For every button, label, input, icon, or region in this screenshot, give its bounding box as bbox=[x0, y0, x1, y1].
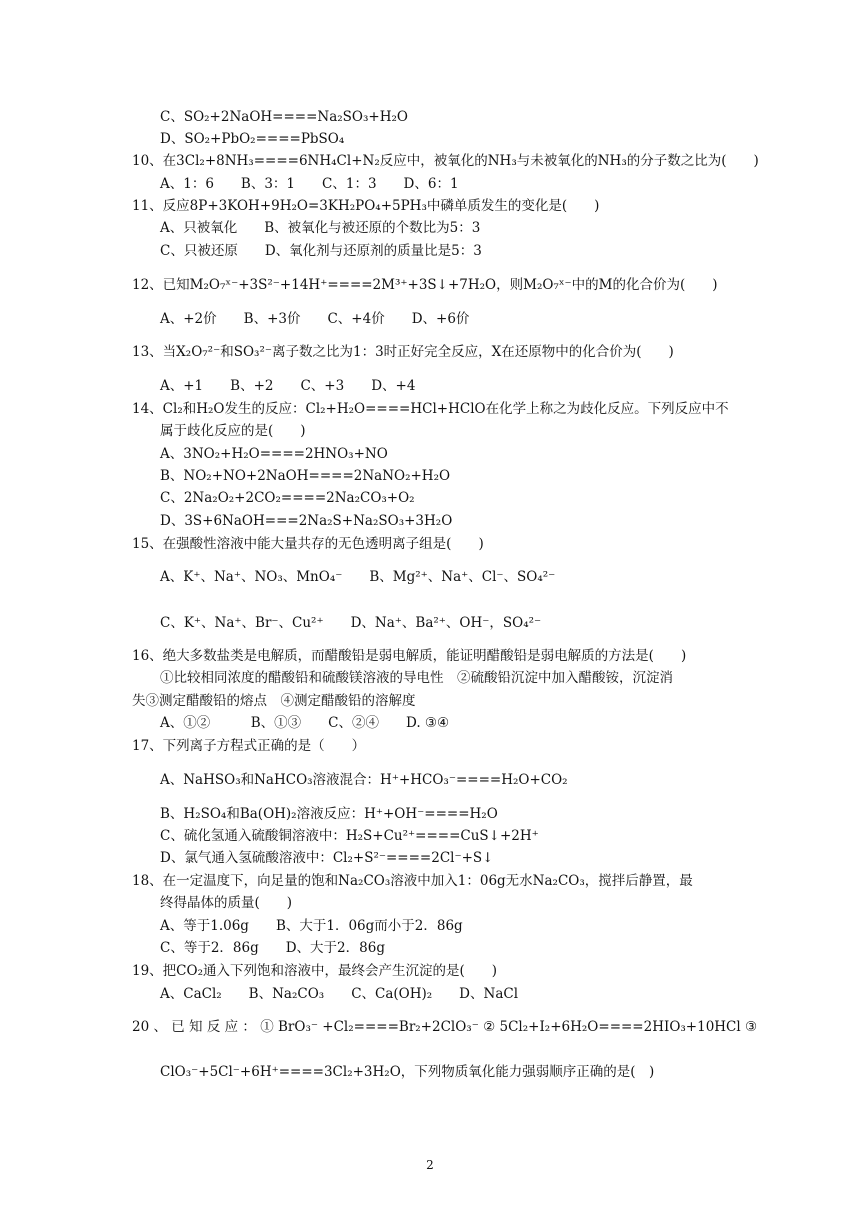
text-line: A、1：6 B、3：1 C、1：3 D、6：1 bbox=[160, 176, 459, 192]
question-20: 20 、 已 知 反 应 ： ① BrO₃⁻ +Cl₂====Br₂+2ClO₃⁻ ② 5Cl₂+I₂+6H₂O====2HIO₃+10HCl ③ bbox=[132, 1019, 758, 1035]
text-line: 属于歧化反应的是( ) bbox=[160, 423, 306, 439]
text-line: ClO₃⁻+5Cl⁻+6H⁺====3Cl₂+3H₂O，下列物质氧化能力强弱顺序正确的是( ) bbox=[160, 1064, 655, 1080]
question-11: 11、反应8P+3KOH+9H₂O=3KH₂PO₄+5PH₃中磷单质发生的变化是( ) bbox=[132, 198, 600, 214]
text-line: A、+1 B、+2 C、+3 D、+4 bbox=[160, 378, 416, 394]
question-14: 14、Cl₂和H₂O发生的反应：Cl₂+H₂O====HCl+HClO在化学上称之为歧化反应。下列反应中不 bbox=[132, 401, 729, 417]
text-line: B、H₂SO₄和Ba(OH)₂溶液反应：H⁺+OH⁻====H₂O bbox=[160, 806, 498, 822]
text-line: C、K⁺、Na⁺、Br⁻、Cu²⁺ D、Na⁺、Ba²⁺、OH⁻，SO₄²⁻ bbox=[160, 615, 542, 631]
question-13: 13、当X₂O₇²⁻和SO₃²⁻离子数之比为1：3时正好完全反应，X在还原物中的化合价为( ) bbox=[132, 344, 674, 360]
text-line: C、SO₂+2NaOH====Na₂SO₃+H₂O bbox=[160, 109, 408, 125]
text-line: C、只被还原 D、氧化剂与还原剂的质量比是5：3 bbox=[160, 243, 482, 259]
text-line: C、硫化氢通入硫酸铜溶液中：H₂S+Cu²⁺====CuS↓+2H⁺ bbox=[160, 828, 539, 844]
question-18: 18、在一定温度下，向足量的饱和Na₂CO₃溶液中加入1：06g无水Na₂CO₃，搅拌后静置，最 bbox=[132, 873, 693, 889]
question-15: 15、在强酸性溶液中能大量共存的无色透明离子组是( ) bbox=[132, 536, 484, 552]
text-line: D、氯气通入氢硫酸溶液中：Cl₂+S²⁻====2Cl⁻+S↓ bbox=[160, 850, 494, 866]
text-line: A、①② B、①③ C、②④ D. ③④ bbox=[160, 715, 450, 731]
text-line: A、只被氧化 B、被氧化与被还原的个数比为5：3 bbox=[160, 220, 481, 236]
text-line: ①比较相同浓度的醋酸铅和硫酸镁溶液的导电性 ②硫酸铅沉淀中加入醋酸铵，沉淀消 bbox=[160, 670, 673, 686]
question-17: 17、下列离子方程式正确的是（ ） bbox=[132, 738, 366, 754]
text-line: A、K⁺、Na⁺、NO₃、MnO₄⁻ B、Mg²⁺、Na⁺、Cl⁻、SO₄²⁻ bbox=[160, 569, 556, 585]
question-16: 16、绝大多数盐类是电解质，而醋酸铅是弱电解质，能证明醋酸铅是弱电解质的方法是( ) bbox=[132, 648, 687, 664]
text-line: D、3S+6NaOH===2Na₂S+Na₂SO₃+3H₂O bbox=[160, 513, 453, 529]
question-12: 12、已知M₂O₇ˣ⁻+3S²⁻+14H⁺====2M³⁺+3S↓+7H₂O，则M₂O₇ˣ⁻中的M的化合价为( ) bbox=[132, 277, 718, 293]
text-line: C、等于2．86g D、大于2．86g bbox=[160, 940, 385, 956]
text-line: 终得晶体的质量( ) bbox=[160, 895, 293, 911]
text-line: C、2Na₂O₂+2CO₂====2Na₂CO₃+O₂ bbox=[160, 490, 415, 506]
text-line: A、+2价 B、+3价 C、+4价 D、+6价 bbox=[160, 311, 470, 327]
page-number: 2 bbox=[426, 1158, 434, 1172]
text-line: A、等于1.06g B、大于1．06g而小于2．86g bbox=[160, 918, 463, 934]
text-line: A、3NO₂+H₂O====2HNO₃+NO bbox=[160, 446, 388, 462]
text-line: D、SO₂+PbO₂====PbSO₄ bbox=[160, 131, 345, 147]
text-line: 失③测定醋酸铅的熔点 ④测定醋酸铅的溶解度 bbox=[132, 693, 416, 709]
question-19: 19、把CO₂通入下列饱和溶液中，最终会产生沉淀的是( ) bbox=[132, 963, 498, 979]
text-line: A、CaCl₂ B、Na₂CO₃ C、Ca(OH)₂ D、NaCl bbox=[160, 986, 519, 1002]
text-line: B、NO₂+NO+2NaOH====2NaNO₂+H₂O bbox=[160, 468, 451, 484]
question-10: 10、在3Cl₂+8NH₃====6NH₄Cl+N₂反应中，被氧化的NH₃与未被氧化的NH₃的分子数之比为( ) bbox=[132, 153, 759, 169]
text-line: A、NaHSO₃和NaHCO₃溶液混合：H⁺+HCO₃⁻====H₂O+CO₂ bbox=[160, 772, 568, 788]
